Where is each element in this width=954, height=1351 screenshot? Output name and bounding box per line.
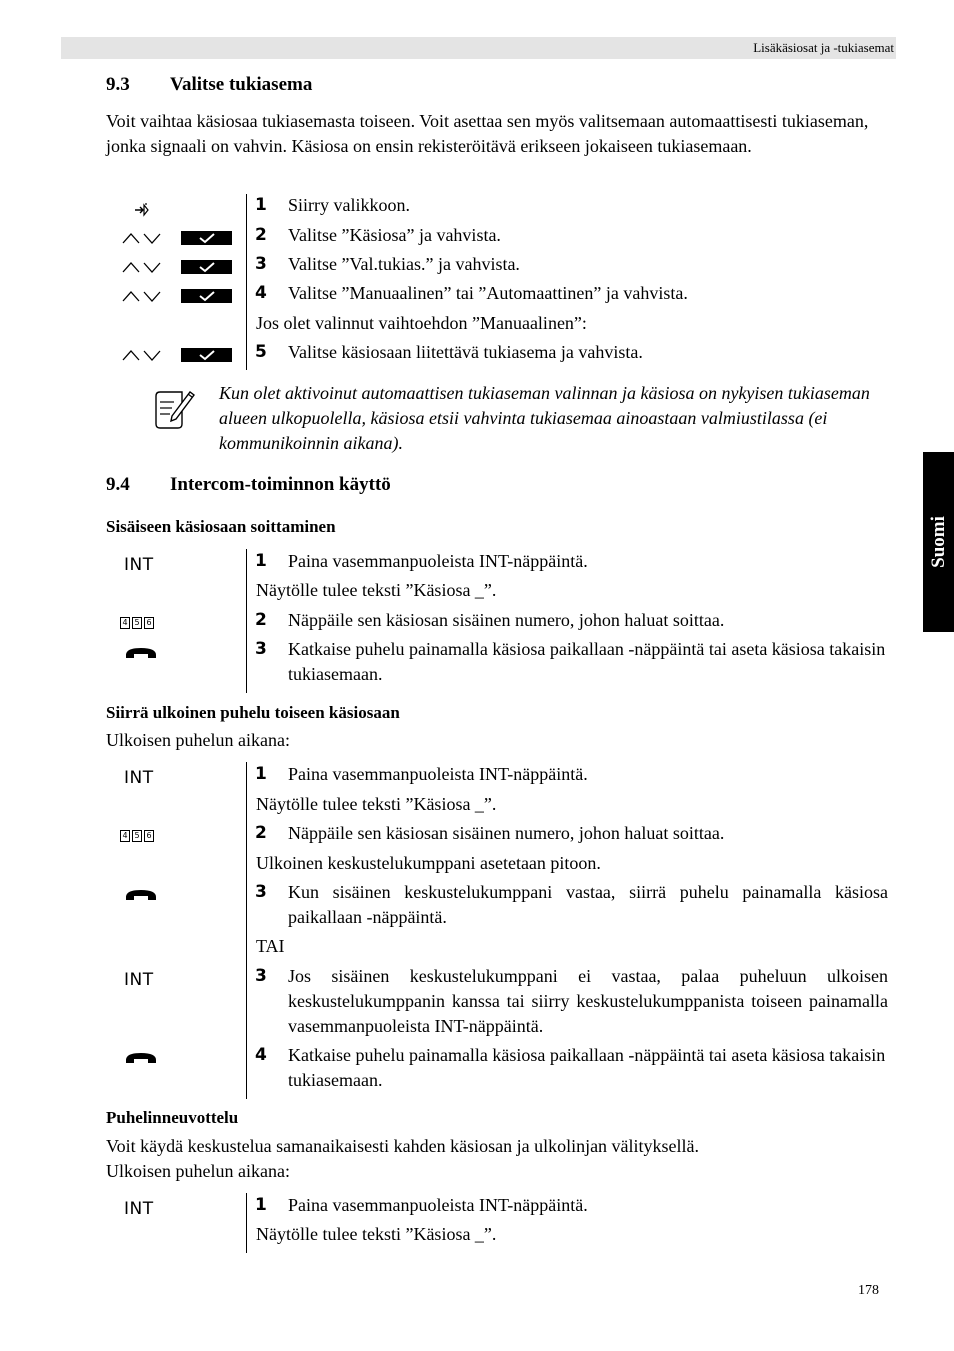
- step-number: 4: [255, 283, 267, 303]
- step-number: 1: [255, 195, 267, 215]
- hang-up-icon: [124, 645, 158, 661]
- step-number: 3: [255, 966, 267, 986]
- header-title: Lisäkäsiosat ja -tukiasemat: [753, 40, 894, 55]
- menu-icon: [133, 201, 151, 219]
- int-key-icon: INT: [124, 970, 154, 990]
- note-pencil-icon: [152, 388, 196, 432]
- key-4: 4: [120, 617, 130, 629]
- subsection-intro: Ulkoisen puhelun aikana:: [106, 1161, 290, 1181]
- up-down-arrows-icon: [121, 260, 163, 274]
- step-text: Katkaise puhelu painamalla käsiosa paikallaan -näppäintä tai aseta käsiosa takaisin tukiasemaan.: [288, 1045, 886, 1090]
- int-key-icon: INT: [124, 555, 154, 575]
- subsection-heading: Siirrä ulkoinen puhelu toiseen käsiosaan: [106, 703, 400, 722]
- subsection-intro: Voit käydä keskustelua samanaikaisesti kahden käsiosan ja ulkolinjan välityksellä.: [106, 1136, 700, 1156]
- section-intro: Voit vaihtaa käsiosaa tukiasemasta toiseen. Voit asettaa sen myös valitsemaan automaattisesti tukiaseman, jonka signaali on vahvin. Käsiosa on ensin rekisteröitävä erikseen jokaiseen tukiasemaan.: [106, 111, 869, 156]
- step-divider: [246, 762, 247, 1099]
- step-text: Paina vasemmanpuoleista INT-näppäintä.: [288, 1195, 588, 1215]
- step-text: Paina vasemmanpuoleista INT-näppäintä.: [288, 551, 588, 571]
- step-note: Näytölle tulee teksti ”Käsiosa _”.: [256, 1224, 497, 1244]
- step-number: 2: [255, 823, 267, 843]
- ok-check-icon: [181, 231, 232, 245]
- step-note: Näytölle tulee teksti ”Käsiosa _”.: [256, 794, 497, 814]
- step-number: 3: [255, 254, 267, 274]
- step-text: Valitse ”Manuaalinen” tai ”Automaattinen” ja vahvista.: [288, 283, 688, 303]
- up-down-arrows-icon: [121, 348, 163, 362]
- step-divider: [246, 549, 247, 693]
- key-5: 5: [132, 617, 142, 629]
- step-note: Jos olet valinnut vaihtoehdon ”Manuaalinen”:: [256, 313, 587, 333]
- ok-check-icon: [181, 348, 232, 362]
- step-text: Paina vasemmanpuoleista INT-näppäintä.: [288, 764, 588, 784]
- language-tab-label: Suomi: [927, 516, 949, 568]
- hang-up-icon: [124, 1050, 158, 1066]
- step-divider: [246, 194, 247, 370]
- language-tab: [923, 452, 954, 632]
- section-number: 9.3: [106, 74, 130, 95]
- step-note: Näytölle tulee teksti ”Käsiosa _”.: [256, 580, 497, 600]
- step-text: Valitse ”Val.tukias.” ja vahvista.: [288, 254, 520, 274]
- step-number: 2: [255, 610, 267, 630]
- step-number: 4: [255, 1045, 267, 1065]
- key-6: 6: [144, 617, 154, 629]
- step-text: Kun sisäinen keskustelukumppani vastaa, siirrä puhelu painamalla käsiosa paikallaan -näppäintä.: [288, 882, 888, 927]
- step-number: 1: [255, 551, 267, 571]
- ok-check-icon: [181, 289, 232, 303]
- int-key-icon: INT: [124, 1199, 154, 1219]
- key-5: 5: [132, 830, 142, 842]
- page-number: 178: [858, 1283, 879, 1298]
- step-number: 2: [255, 225, 267, 245]
- running-header: [61, 37, 896, 59]
- key-4: 4: [120, 830, 130, 842]
- note-text: Kun olet aktivoinut automaattisen tukiaseman valinnan ja käsiosa on nykyisen tukiaseman alueen ulkopuolella, käsiosa etsii vahvinta tukiasemaa ainoastaan valmiustilassa (ei kommunikoinnin aikana).: [219, 383, 870, 453]
- hang-up-icon: [124, 887, 158, 903]
- up-down-arrows-icon: [121, 231, 163, 245]
- step-note: Ulkoinen keskustelukumppani asetetaan pitoon.: [256, 853, 601, 873]
- section-title: Valitse tukiasema: [170, 74, 313, 95]
- step-text: Jos sisäinen keskustelukumppani ei vastaa, palaa puheluun ulkoisen keskustelukumppanin kanssa tai siirry keskustelukumppanista toiseen painamalla vasemmanpuoleista INT-näppäintä.: [288, 966, 888, 1036]
- number-keys-icon: [120, 830, 154, 842]
- step-divider: [246, 1193, 247, 1253]
- step-text: Valitse käsiosaan liitettävä tukiasema ja vahvista.: [288, 342, 643, 362]
- section-number: 9.4: [106, 474, 130, 495]
- step-text: Näppäile sen käsiosan sisäinen numero, johon haluat soittaa.: [288, 610, 725, 630]
- step-text: Valitse ”Käsiosa” ja vahvista.: [288, 225, 501, 245]
- step-number: 3: [255, 639, 267, 659]
- step-text: Katkaise puhelu painamalla käsiosa paikallaan -näppäintä tai aseta käsiosa takaisin tukiasemaan.: [288, 639, 886, 684]
- key-6: 6: [144, 830, 154, 842]
- step-text: Näppäile sen käsiosan sisäinen numero, johon haluat soittaa.: [288, 823, 725, 843]
- up-down-arrows-icon: [121, 289, 163, 303]
- subsection-heading: Puhelinneuvottelu: [106, 1108, 239, 1127]
- step-number: 1: [255, 1195, 267, 1215]
- number-keys-icon: [120, 617, 154, 629]
- subsection-heading: Sisäiseen käsiosaan soittaminen: [106, 517, 336, 536]
- step-number: 3: [255, 882, 267, 902]
- step-text: Siirry valikkoon.: [288, 195, 410, 215]
- step-number: 1: [255, 764, 267, 784]
- subsection-intro: Ulkoisen puhelun aikana:: [106, 730, 290, 750]
- int-key-icon: INT: [124, 768, 154, 788]
- step-number: 5: [255, 342, 267, 362]
- section-title: Intercom-toiminnon käyttö: [170, 474, 391, 495]
- or-label: TAI: [256, 936, 285, 956]
- ok-check-icon: [181, 260, 232, 274]
